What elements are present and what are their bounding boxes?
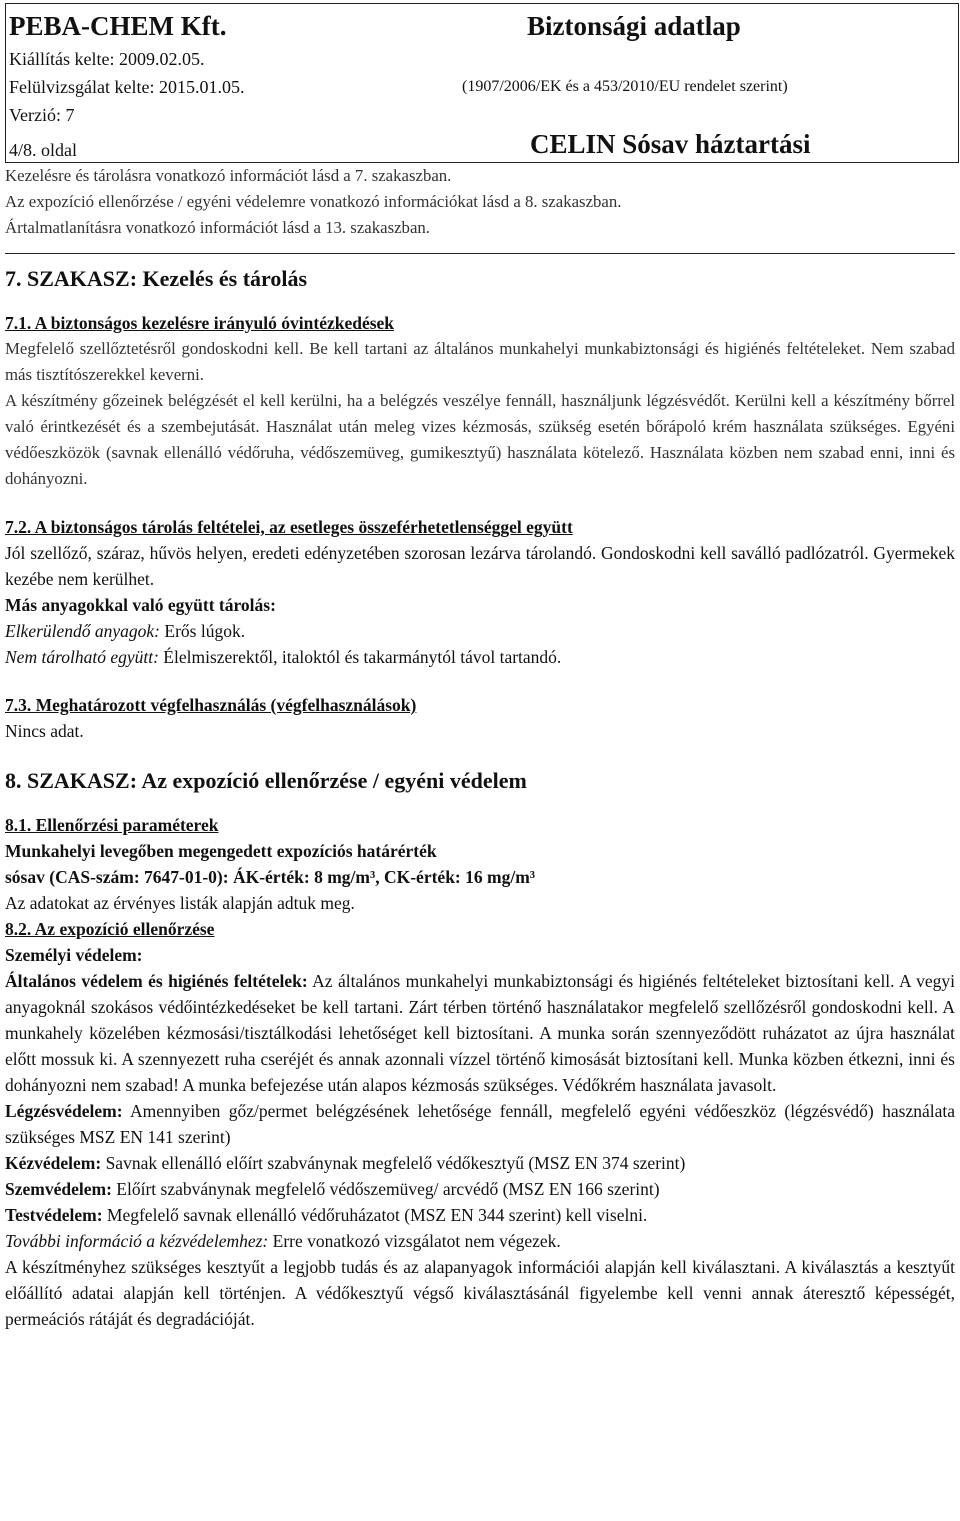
document-header — [5, 3, 959, 163]
paragraph: Jól szellőző, száraz, hűvös helyen, eredeti edényzetében szorosan lezárva tárolandó. Gondoskodni kell saválló padlózatról. Gyermekek kezébe nem kerülhet. — [5, 543, 955, 589]
page-number: 4/8. oldal — [9, 140, 77, 160]
general-protection-text: Az általános munkahelyi munkabiztonsági és higiénés feltételeket biztosítani kell. A vegyi anyagoknál szokásos védőintézkedéseket be kell tartani. Zárt térben történő használatakor megfelelő szellőzésről gondoskodni kell. A munkahely közelében kézmosási/tisztálkodási lehetőséget kell biztosítani. A munka során szennyeződött ruházatot az újra használat előtt mossuk ki. A szennyezett ruha cseréjét és annak azonnali vízzel történő kimosását biztosítani kell. Munka közben étkezni, inni és dohányozni nem szabad! A munka befejezése után alapos kézmosás szükséges. Védőkrém használata javasolt. — [5, 971, 955, 1095]
issue-date: Kiállítás kelte: 2009.02.05. — [9, 49, 205, 69]
respiratory-text: Amennyiben gőz/permet belégzésének lehetősége fennáll, megfelelő egyéni védőeszköz (légzésvédő) használata szükséges MSZ EN 141 szerint) — [5, 1101, 955, 1147]
subsection-7-1-title: 7.1. A biztonságos kezelésre irányuló óvintézkedések — [5, 313, 395, 333]
subsection-7-2-title: 7.2. A biztonságos tárolás feltételei, az esetleges összeférhetetlenséggel együtt — [5, 517, 573, 537]
company-name: PEBA-CHEM Kft. — [9, 11, 227, 41]
intro-block — [5, 163, 955, 254]
personal-protection-heading: Személyi védelem: — [5, 945, 143, 965]
product-name: CELIN Sósav háztartási — [530, 129, 811, 159]
paragraph: A készítmény gőzeinek belégzését el kell kerülni, ha a belégzés veszélye fennáll, használjunk légzésvédőt. Kerülni kell a készítmény bőrrel való érintkezését és a szembejutását. Használat után meleg vizes kézmosás, szükség esetén bőrápoló krém használata szükséges. Egyéni védőeszközök (savnak ellenálló védőruha, védőszemüveg, gumikesztyű) használata kötelező. Használata közben nem szabad enni, inni és dohányozni. — [5, 391, 955, 488]
hand-text: Savnak ellenálló előírt szabványnak megfelelő védőkesztyű (MSZ EN 374 szerint) — [101, 1153, 686, 1173]
avoid-label: Elkerülendő anyagok: — [5, 621, 161, 641]
body-text: Megfelelő savnak ellenálló védőruházatot (MSZ EN 344 szerint) kell viselni. — [102, 1205, 648, 1225]
avoid-materials — [5, 618, 955, 644]
intro-line: Az expozíció ellenőrzése / egyéni védelemre vonatkozó információkat lásd a 8. szakaszban. — [5, 192, 622, 211]
section-8-title: 8. SZAKASZ: Az expozíció ellenőrzése / egyéni védelem — [5, 768, 527, 793]
not-storable — [5, 644, 955, 670]
not-storable-label: Nem tárolható együtt: — [5, 647, 159, 667]
hand-protection — [5, 1150, 955, 1176]
subsection-8-1-title: 8.1. Ellenőrzési paraméterek — [5, 815, 219, 835]
exposure-limit-values: sósav (CAS-szám: 7647-01-0): ÁK-érték: 8 mg/m³, CK-érték: 16 mg/m³ — [5, 867, 536, 887]
version: Verzió: 7 — [9, 105, 75, 125]
respiratory-label: Légzésvédelem: — [5, 1101, 123, 1121]
general-protection-label: Általános védelem és higiénés feltételek: — [5, 971, 308, 991]
eye-label: Szemvédelem: — [5, 1179, 112, 1199]
more-info-label: További információ a kézvédelemhez: — [5, 1231, 269, 1251]
avoid-text: Erős lúgok. — [160, 621, 246, 641]
intro-line: Ártalmatlanításra vonatkozó információt lásd a 13. szakaszban. — [5, 218, 430, 237]
eye-protection — [5, 1176, 955, 1202]
hand-protection-info — [5, 1228, 955, 1254]
general-protection — [5, 968, 955, 1098]
body-label: Testvédelem: — [5, 1205, 103, 1225]
subsection-7-3-title: 7.3. Meghatározott végfelhasználás (végfelhasználások) — [5, 695, 417, 715]
glove-selection: A készítményhez szükséges kesztyűt a legjobb tudás és az alapanyagok információi alapján kell kiválasztani. A kiválasztás a kesztyűt előállító adatai alapján kell történjen. A védőkesztyű végső kiválasztásánál figyelembe kell venni annak áteresztő képességét, permeációs rátáját és degradációját. — [5, 1257, 955, 1329]
document-title: Biztonsági adatlap — [527, 11, 741, 41]
intro-line: Kezelésre és tárolásra vonatkozó információt lásd a 7. szakaszban. — [5, 166, 452, 185]
other-storage-heading: Más anyagokkal való együtt tárolás: — [5, 595, 276, 615]
paragraph: Megfelelő szellőztetésről gondoskodni kell. Be kell tartani az általános munkahelyi munkabiztonsági és higiénés feltételeket. Nem szabad más tisztítószerekkel keverni. — [5, 339, 955, 384]
review-date: Felülvizsgálat kelte: 2015.01.05. — [9, 77, 245, 97]
document-body — [5, 163, 955, 1332]
paragraph: Az adatokat az érvényes listák alapján adtuk meg. — [5, 893, 355, 913]
more-info-text: Erre vonatkozó vizsgálatot nem végezek. — [268, 1231, 561, 1251]
exposure-limit-heading: Munkahelyi levegőben megengedett expozíciós határérték — [5, 841, 437, 861]
not-storable-text: Élelmiszerektől, italoktól és takarmánytól távol tartandó. — [158, 647, 562, 667]
hand-label: Kézvédelem: — [5, 1153, 102, 1173]
subsection-8-2-title: 8.2. Az expozíció ellenőrzése — [5, 919, 215, 939]
body-protection — [5, 1202, 955, 1228]
section-7-title: 7. SZAKASZ: Kezelés és tárolás — [5, 266, 308, 291]
eye-text: Előírt szabványnak megfelelő védőszemüveg/ arcvédő (MSZ EN 166 szerint) — [111, 1179, 660, 1199]
paragraph: Nincs adat. — [5, 721, 84, 741]
respiratory-protection — [5, 1098, 955, 1150]
regulation-note: (1907/2006/EK és a 453/2010/EU rendelet szerint) — [462, 78, 788, 95]
